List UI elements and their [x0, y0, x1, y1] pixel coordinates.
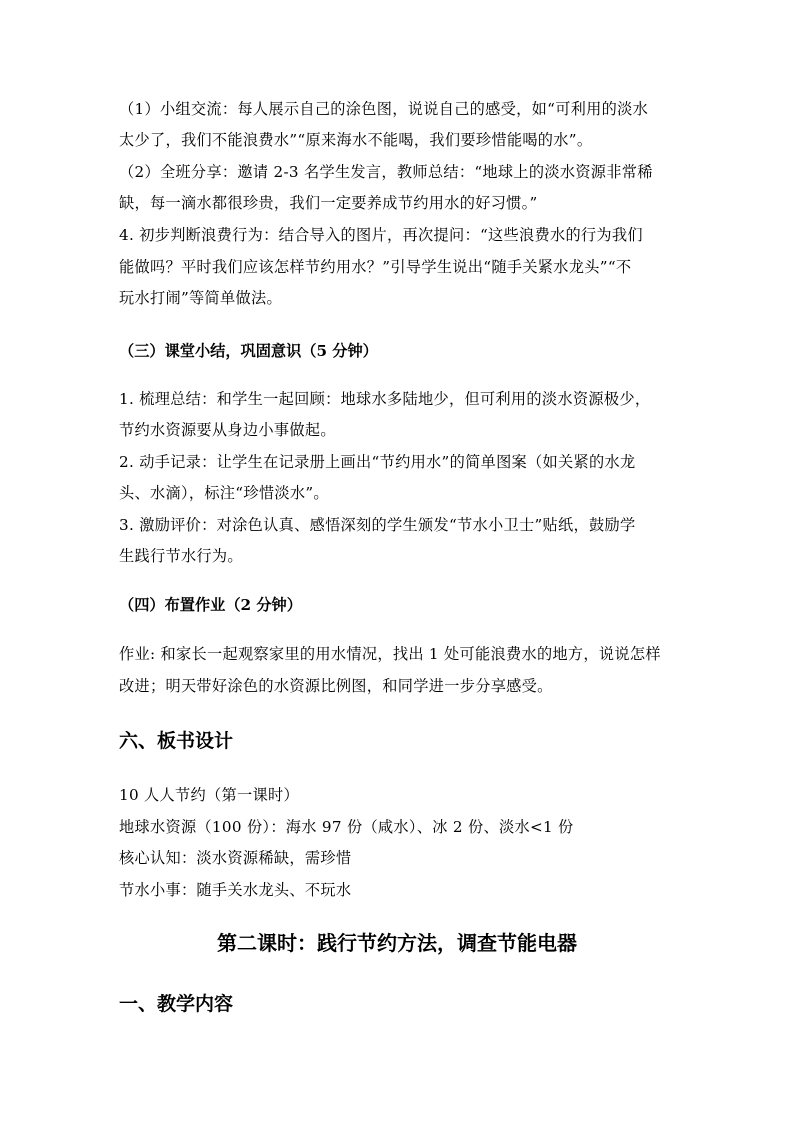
summary-line-1: 1. 梳理总结：和学生一起回顾：地球水多陆地少，但可利用的淡水资源极少，	[119, 390, 651, 408]
summary-heading: （三）课堂小结，巩固意识（5 分钟）	[119, 342, 378, 360]
lesson-two-title: 第二课时：践行节约方法，调查节能电器	[217, 931, 577, 955]
activity-line-5: 4. 初步判断浪费行为：结合导入的图片，再次提问：“这些浪费水的行为我们	[119, 226, 643, 244]
activity-line-1: （1）小组交流：每人展示自己的涂色图，说说自己的感受，如“可利用的淡水	[119, 100, 649, 118]
activity-line-3: （2）全班分享：邀请 2-3 名学生发言，教师总结：“地球上的淡水资源非常稀	[119, 163, 653, 181]
homework-line-2: 改进；明天带好涂色的水资源比例图，和同学进一步分享感受。	[119, 677, 553, 695]
summary-line-6: 生践行节水行为。	[119, 547, 243, 565]
activity-line-2: 太少了，我们不能浪费水”“原来海水不能喝，我们要珍惜能喝的水”。	[119, 131, 593, 149]
board-line-4: 节水小事：随手关水龙头、不玩水	[119, 881, 352, 899]
summary-line-5: 3. 激励评价：对涂色认真、感悟深刻的学生颁发“节水小卫士”贴纸，鼓励学	[119, 516, 636, 534]
board-design-heading: 六、板书设计	[119, 730, 234, 752]
board-line-3: 核心认知：淡水资源稀缺，需珍惜	[119, 849, 352, 867]
activity-line-4: 缺，每一滴水都很珍贵，我们一定要养成节约用水的好习惯。”	[119, 194, 538, 212]
activity-line-7: 玩水打闹”等简单做法。	[119, 289, 282, 307]
activity-line-6: 能做吗？平时我们应该怎样节约用水？”引导学生说出“随手关紧水龙头”“不	[119, 258, 632, 276]
summary-line-4: 头、水滴），标注“珍惜淡水”。	[119, 484, 329, 502]
summary-line-2: 节约水资源要从身边小事做起。	[119, 421, 336, 439]
homework-line-1: 作业: 和家长一起观察家里的用水情况，找出 1 处可能浪费水的地方，说说怎样	[119, 645, 661, 663]
board-line-1: 10 人人节约（第一课时）	[119, 786, 299, 804]
board-line-2: 地球水资源（100 份）：海水 97 份（咸水）、冰 2 份、淡水<1 份	[119, 818, 574, 836]
homework-heading: （四）布置作业（2 分钟）	[119, 596, 302, 614]
teaching-content-heading: 一、教学内容	[119, 993, 234, 1015]
summary-line-3: 2. 动手记录：让学生在记录册上画出“节约用水”的简单图案（如关紧的水龙	[119, 453, 636, 471]
